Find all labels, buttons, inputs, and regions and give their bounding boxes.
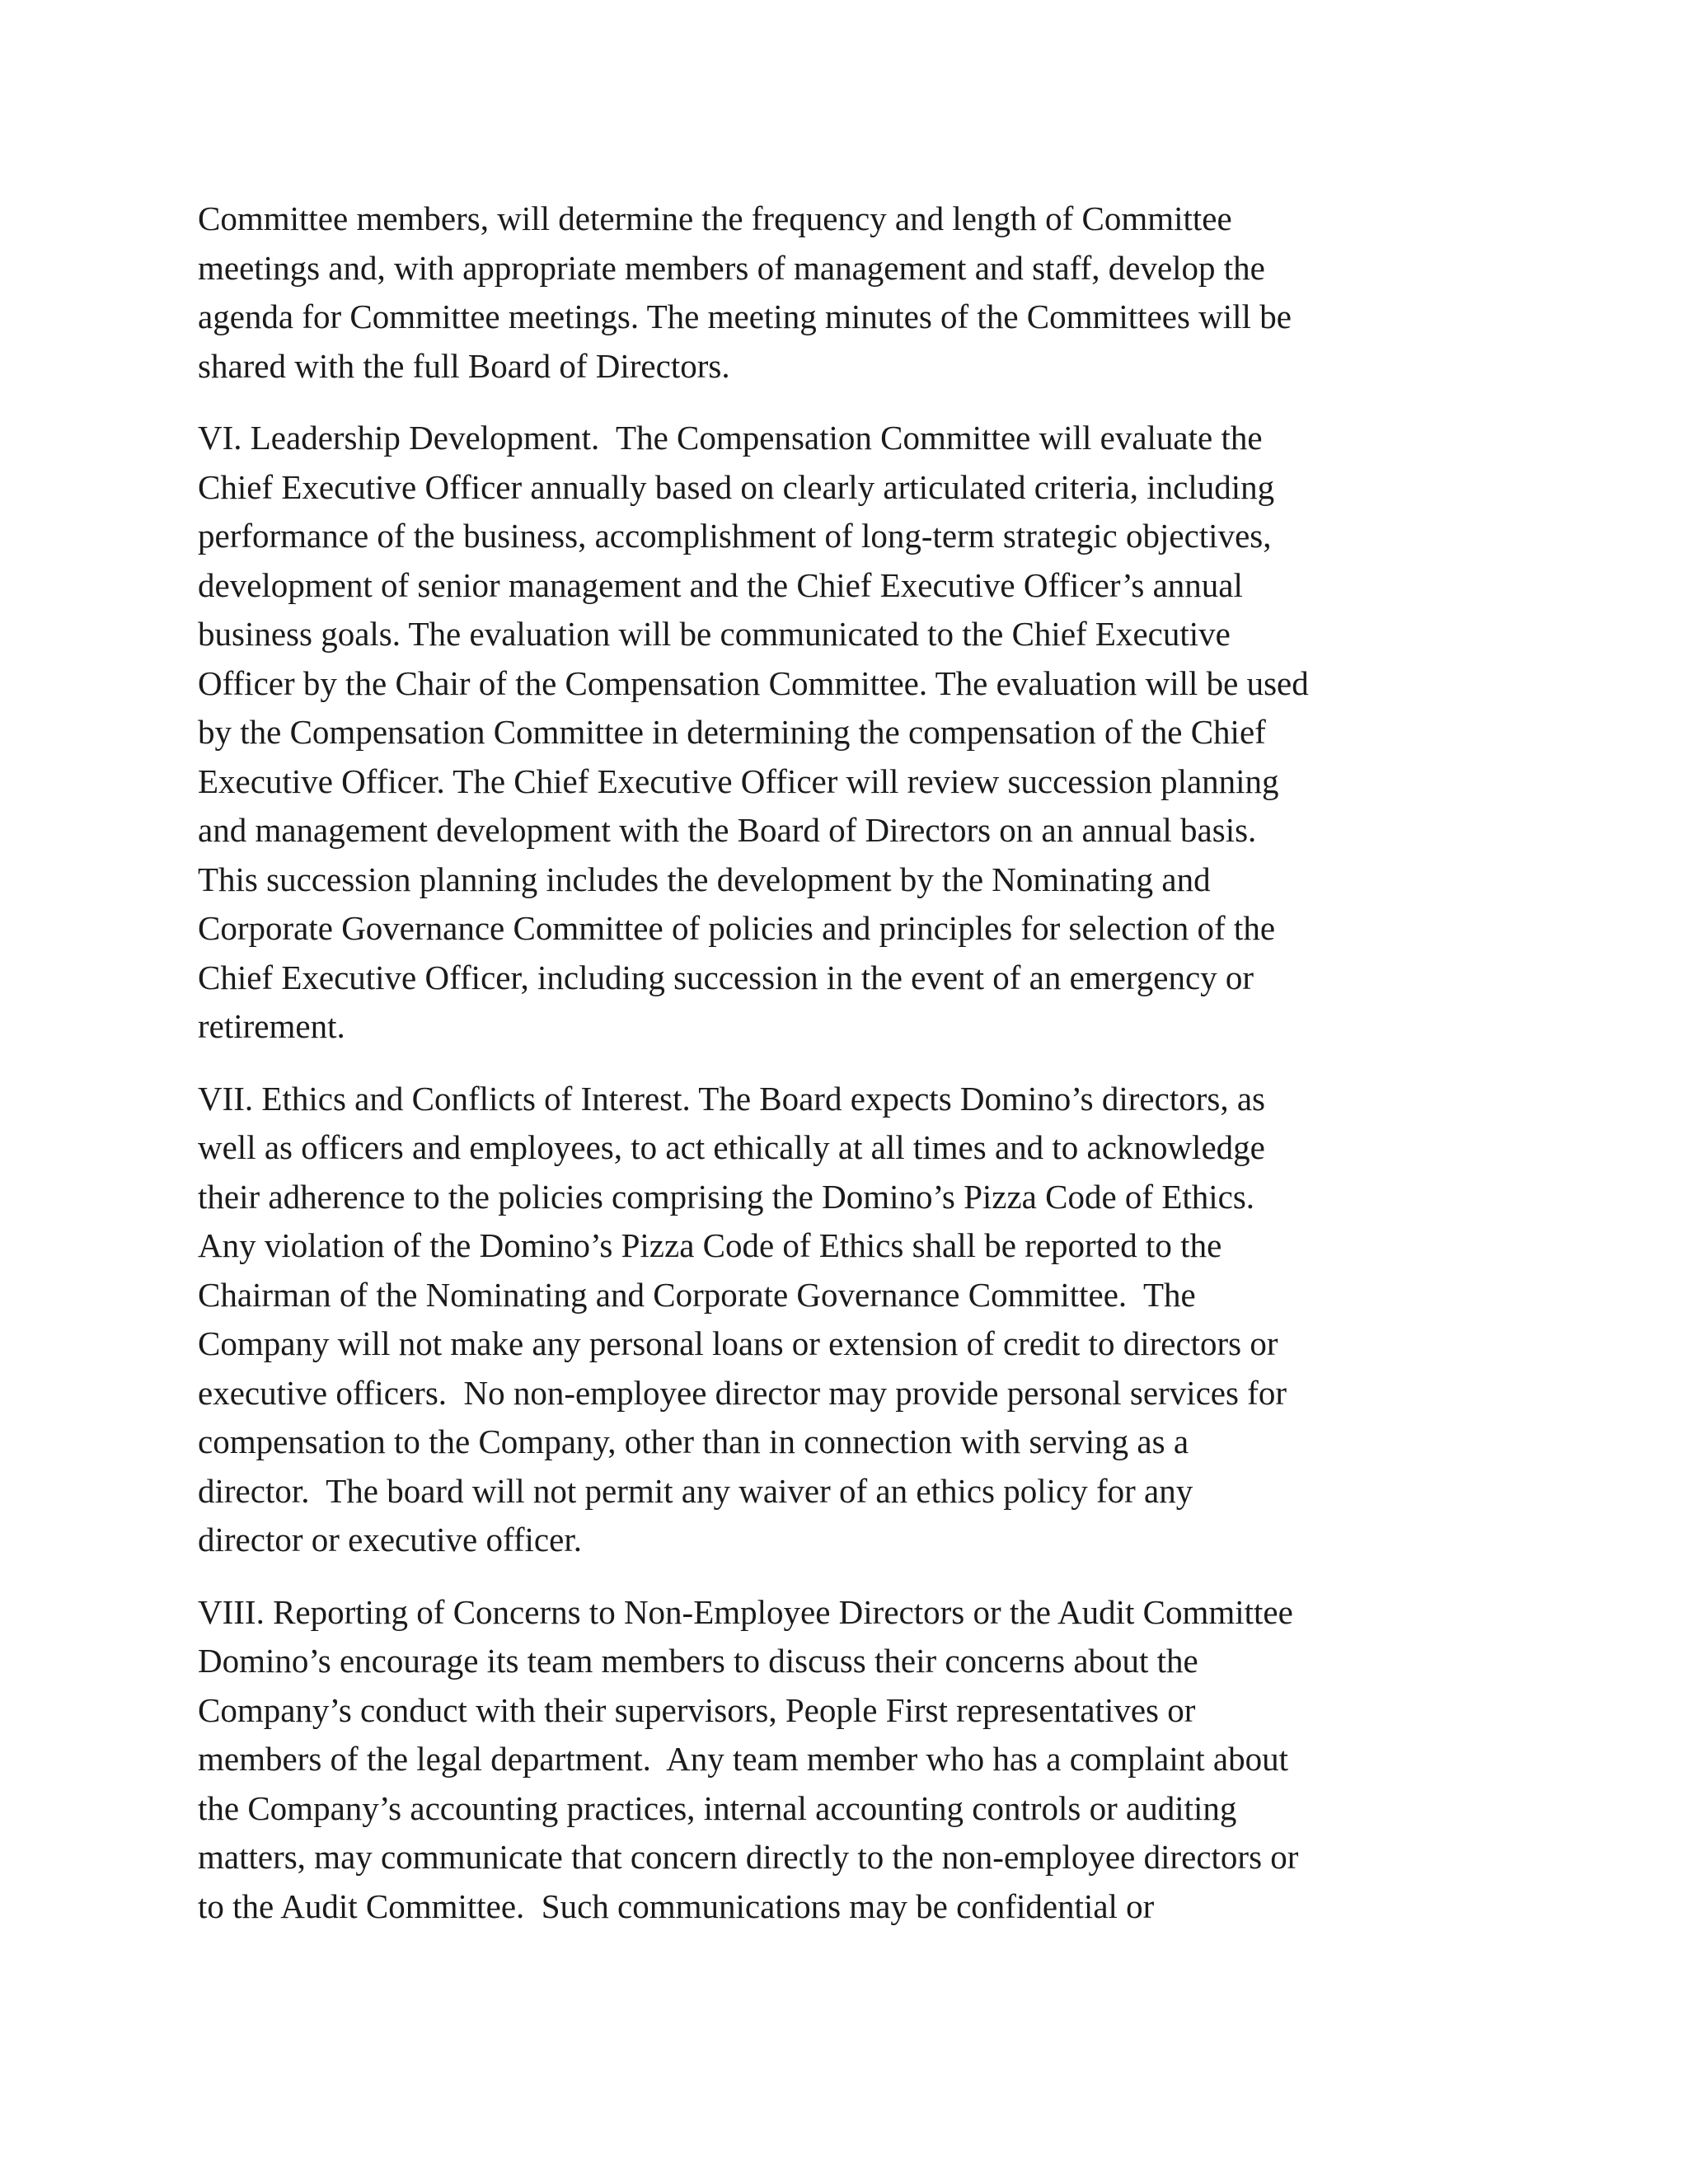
paragraph-reporting-concerns — [198, 1588, 1500, 1932]
text-line: matters, may communicate that concern directly to the non-employee directors or — [198, 1838, 1299, 1876]
text-line: business goals. The evaluation will be communicated to the Chief Executive — [198, 615, 1231, 653]
text-line: Corporate Governance Committee of policies and principles for selection of the — [198, 909, 1276, 947]
text-line: members of the legal department. Any team member who has a complaint about — [198, 1740, 1288, 1778]
text-line: VII. Ethics and Conflicts of Interest. The Board expects Domino’s directors, as — [198, 1079, 1265, 1118]
text-line: Company’s conduct with their supervisors, People First representatives or — [198, 1690, 1196, 1729]
document-body — [198, 194, 1500, 1954]
text-line: Committee members, will determine the frequency and length of Committee — [198, 199, 1232, 237]
text-line: their adherence to the policies comprising the Domino’s Pizza Code of Ethics. — [198, 1177, 1255, 1216]
text-line: the Company’s accounting practices, internal accounting controls or auditing — [198, 1788, 1237, 1827]
paragraph-ethics-conflicts — [198, 1075, 1500, 1565]
text-line: Any violation of the Domino’s Pizza Code of Ethics shall be reported to the — [198, 1226, 1222, 1264]
text-line: director or executive officer. — [198, 1521, 582, 1558]
text-line: and management development with the Board of Directors on an annual basis. — [198, 811, 1257, 849]
paragraph-leadership-development — [198, 414, 1500, 1052]
text-line: executive officers. No non-employee director may provide personal services for — [198, 1373, 1287, 1412]
text-line: development of senior management and the Chief Executive Officer’s annual — [198, 565, 1243, 604]
text-line: Officer by the Chair of the Compensation Committee. The evaluation will be used — [198, 663, 1309, 702]
text-line: compensation to the Company, other than in connection with serving as a — [198, 1422, 1189, 1460]
text-line: VIII. Reporting of Concerns to Non-Employee Directors or the Audit Committee — [198, 1592, 1293, 1631]
text-line: This succession planning includes the development by the Nominating and — [198, 860, 1211, 898]
text-line: Executive Officer. The Chief Executive Officer will review succession planning — [198, 762, 1279, 800]
text-line: shared with the full Board of Directors. — [198, 346, 730, 385]
text-line: Chief Executive Officer, including succession in the event of an emergency or — [198, 958, 1254, 996]
text-line: director. The board will not permit any waiver of an ethics policy for any — [198, 1471, 1193, 1510]
text-line: VI. Leadership Development. The Compensation Committee will evaluate the — [198, 419, 1263, 457]
text-line: Chairman of the Nominating and Corporate Governance Committee. The — [198, 1275, 1196, 1314]
text-line: Domino’s encourage its team members to discuss their concerns about the — [198, 1642, 1198, 1680]
text-line: Company will not make any personal loans or extension of credit to directors or — [198, 1324, 1278, 1362]
text-line: retirement. — [198, 1007, 345, 1045]
text-line: well as officers and employees, to act ethically at all times and to acknowledge — [198, 1128, 1265, 1166]
text-line: agenda for Committee meetings. The meeting minutes of the Committees will be — [198, 298, 1292, 335]
text-line: to the Audit Committee. Such communications may be confidential or — [198, 1886, 1155, 1925]
text-line: by the Compensation Committee in determining the compensation of the Chief — [198, 713, 1266, 751]
text-line: Chief Executive Officer annually based on clearly articulated criteria, including — [198, 467, 1275, 506]
text-line: performance of the business, accomplishment of long-term strategic objectives, — [198, 517, 1272, 555]
text-line: meetings and, with appropriate members of management and staff, develop the — [198, 248, 1265, 287]
paragraph-committee-meetings — [198, 194, 1500, 391]
